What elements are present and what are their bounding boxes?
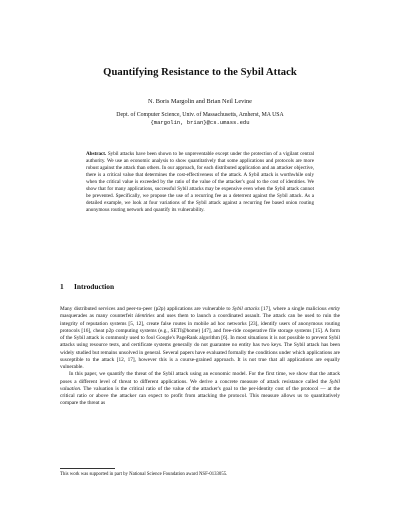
paper-title: Quantifying Resistance to the Sybil Attack [103, 67, 297, 78]
email-address: {margolin, brian}@cs.umass.edu [150, 119, 250, 127]
text-run: and uses them to launch a coordinated assault. The attack can be used to ruin the integrity of reputation systems [5, 12], create false routes in mobile ad hoc networks [23], identify users of anonymous routing protocols [16], cheat p2p computing systems (e.g., SETI@home) [47], and free-ride cooperative file storage systems [15]. A form of the Sybil attack is commonly used to fool Google's PageRank algorithm [6]. In most situations it is not possible to prevent Sybil attacks using resource tests, and certificate systems generally do not guarantee no entity has two keys. The Sybil attack has been widely studied but remains unsolved in general. Several papers have evaluated formally the conditions under which applications are susceptible to the attack [12, 17], however this is a course-grained approach. It is not true that all applications are equally vulnerable. [60, 313, 340, 370]
footnote: This work was supported in part by National Science Foundation award NSF-0133055. [60, 472, 228, 477]
section-heading [60, 282, 114, 291]
text-run: [17], where a single malicious [259, 306, 329, 312]
abstract-text: Sybil attacks have been shown to be unpreventable except under the protection of a vigilant central authority. We use an economic analysis to show quantitatively that some applications and protocols are more robust against the attack than others. In our approach, for each distributed application and an attacker objective, there is a critical value that determines the cost-effectiveness of the attack. A Sybil attack is worthwhile only when the critical value is exceeded by the ratio of the value of the attacker's goal to the cost of identities. We show that for many applications, successful Sybil attacks may be expensive even when the Sybil attack cannot be prevented. Specifically, we propose the use of a recurring fee as a deterrent against the Sybil attack. As a detailed example, we look at four variations of the Sybil attack against a recurring fee based onion routing anonymous routing network and quantify its vulnerability. [86, 151, 315, 213]
text-run: . The valuation is the critical ratio of the value of the attacker's goal to the per-identity cost of the protocol — at the critical ratio or above the attacker can expect to profit from attacking the protocol. This measure allows us to quantitatively compare the threat as [60, 385, 340, 407]
section-number: 1 [60, 282, 64, 291]
text-run: masquerades as many counterfeit [60, 313, 136, 320]
emphasized-term: entity [328, 306, 341, 312]
text-run: Many distributed services and peer-to-peer (p2p) applications are vulnerable to [60, 306, 233, 312]
paragraph [60, 306, 340, 371]
emphasized-term: identities [135, 313, 155, 320]
abstract [86, 151, 314, 214]
emphasized-term: Sybil attacks [232, 306, 260, 312]
paragraph [60, 371, 340, 407]
emphasized-term: Sybil valuation [60, 378, 340, 392]
text-run: In this paper, we quantify the threat of the Sybil attack using an economic model. For the first time, we show that the attack poses a different level of threat to different applications. We derive a concrete measure of attack resistance called the [60, 371, 340, 385]
footnote-rule [60, 468, 115, 469]
affiliation: Dept. of Computer Science, Univ. of Massachusetts, Amherst, MA USA [116, 112, 284, 118]
body-text [60, 306, 340, 408]
abstract-label: Abstract. [86, 151, 107, 157]
section-title: Introduction [74, 282, 115, 291]
author-line: N. Boris Margolin and Brian Neil Levine [148, 98, 252, 105]
affiliation-block [0, 112, 400, 127]
